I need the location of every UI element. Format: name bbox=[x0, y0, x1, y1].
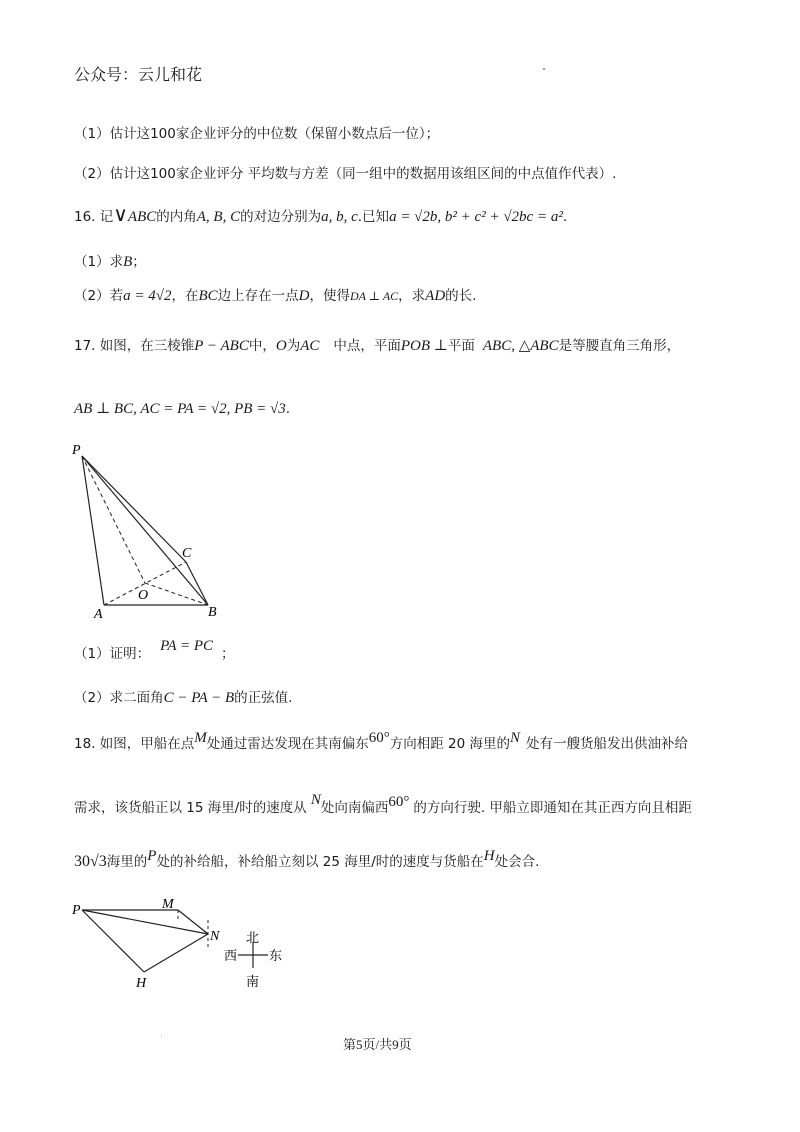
q17-part2-angle: C − PA − B bbox=[163, 690, 235, 706]
q18-l2-text-c: 的方向行驶. 甲船立即通知在其正西方向且相距 bbox=[413, 800, 692, 816]
q16-part2-cond: a = 4√2 bbox=[123, 288, 172, 304]
label-h: H bbox=[136, 976, 147, 991]
q18-l3-text-c: 处会合. bbox=[494, 854, 540, 870]
q16-part1-text: （1）求 bbox=[74, 254, 124, 270]
compass-north: 北 bbox=[246, 931, 260, 946]
line-pn bbox=[82, 910, 208, 934]
compass-west: 西 bbox=[224, 949, 238, 964]
q17-label: 17. 如图，在三棱锥 bbox=[74, 338, 195, 354]
edge-pc bbox=[82, 456, 186, 562]
q17-part2-text: （2）求二面角 bbox=[74, 690, 164, 706]
q16-stem bbox=[74, 202, 567, 227]
q18-deg1: 60° bbox=[368, 730, 390, 746]
q17-part1-text: （1）证明： bbox=[74, 646, 151, 662]
q18-deg2: 60° bbox=[388, 794, 410, 810]
q18-ship-figure bbox=[70, 890, 310, 1000]
q16-condition: a = √2b, b² + c² + √2bc = a² bbox=[389, 209, 563, 225]
q18-l2-text-b: 处向南偏西 bbox=[320, 800, 389, 816]
triangle-symbol: ∨ bbox=[113, 204, 128, 226]
q16-text-b: 的内角 bbox=[156, 209, 197, 225]
q17-part1 bbox=[74, 638, 235, 663]
q17-cond-end: . bbox=[285, 401, 291, 417]
q17-part2-end: 的正弦值. bbox=[234, 690, 293, 706]
q17-text-d: 中点，平面 bbox=[333, 338, 401, 354]
q17-stem bbox=[74, 334, 680, 355]
q16-text-c: 的对边分别为 bbox=[240, 209, 322, 225]
q17-text-f: 是等腰直角三角形， bbox=[558, 338, 681, 354]
q18-distance: 30√3 bbox=[74, 853, 107, 870]
q16-part2-text-b: ，在 bbox=[171, 288, 199, 304]
q18-line3 bbox=[74, 850, 539, 871]
label-c: C bbox=[182, 546, 192, 561]
q17-text-e: 平面 bbox=[447, 338, 475, 354]
q16-part2-d: D bbox=[298, 288, 310, 304]
q18-l2-n: N bbox=[310, 792, 321, 808]
q16-part2-text-a: （2）若 bbox=[74, 288, 124, 304]
q17-condition bbox=[74, 398, 290, 418]
q16-text-e: . bbox=[562, 209, 568, 225]
q17-part1-end: ； bbox=[221, 646, 235, 662]
q18-l2-text-a: 需求，该货船正以 15 海里/时的速度从 bbox=[74, 800, 307, 816]
q16-part2-text-d: ，使得 bbox=[309, 288, 350, 304]
q17-text-c: 为 bbox=[286, 338, 301, 354]
q16-part2-ad: AD bbox=[425, 288, 446, 304]
line-ph bbox=[82, 910, 144, 972]
q17-text-b: 中， bbox=[248, 338, 276, 354]
q16-text-d: .已知 bbox=[357, 209, 390, 225]
q18-l1-text-c: 方向相距 20 海里的 bbox=[389, 736, 511, 752]
q17-pob: POB ⊥ bbox=[400, 338, 448, 354]
line-mn bbox=[178, 910, 208, 934]
q16-part2-text-e: ，求 bbox=[398, 288, 426, 304]
q16-abc: ABC bbox=[127, 209, 157, 225]
q18-h: H bbox=[483, 848, 495, 864]
q15-part1: （1）估计这100家企业评分的中位数（保留小数点后一位）； bbox=[74, 126, 440, 142]
q16-sides: a, b, c bbox=[321, 209, 358, 225]
q16-part2-text-c: 边上存在一点 bbox=[217, 288, 299, 304]
scan-dot bbox=[543, 68, 545, 70]
q18-l3-text-b: 处的补给船，补给船立刻以 25 海里/时的速度与货船在 bbox=[156, 854, 484, 870]
q17-part1-eq: PA = PC bbox=[160, 638, 214, 654]
q17-ac: AC bbox=[300, 338, 320, 354]
q18-line1 bbox=[74, 732, 688, 753]
q16-part1-end: ； bbox=[132, 254, 146, 270]
q18-l1-text-d: 处有一艘货船发出供油补给 bbox=[526, 736, 689, 752]
label-p: P bbox=[72, 903, 81, 918]
q18-m: M bbox=[194, 730, 207, 746]
q17-part2 bbox=[74, 686, 292, 707]
q16-part2-bc: BC bbox=[198, 288, 218, 304]
q17-abc: ABC, △ABC bbox=[482, 338, 559, 354]
label-a: A bbox=[94, 607, 103, 620]
label-m: M bbox=[162, 897, 174, 912]
q17-o: O bbox=[275, 338, 287, 354]
q16-part2 bbox=[74, 284, 476, 305]
label-o: O bbox=[138, 588, 149, 603]
q18-line2 bbox=[74, 792, 692, 817]
wechat-header: 公众号：云儿和花 bbox=[74, 65, 203, 84]
q18-n: N bbox=[510, 730, 521, 746]
q16-part1 bbox=[74, 250, 146, 271]
q16-part2-perp: DA ⊥ AC bbox=[349, 289, 399, 303]
page-number: 第5页/共9页 bbox=[343, 1037, 412, 1052]
q17-pyramid-figure bbox=[70, 440, 230, 620]
q17-cond-math: AB ⊥ BC, AC = PA = √2, PB = √3 bbox=[74, 401, 286, 417]
compass-south: 南 bbox=[246, 975, 260, 990]
q16-part1-var: B bbox=[123, 254, 133, 270]
q18-l1-text-a: 18. 如图，甲船在点 bbox=[74, 736, 195, 752]
q18-p: P bbox=[147, 848, 157, 864]
q16-angles: A, B, C bbox=[196, 209, 241, 225]
scan-dot-2 bbox=[161, 1036, 162, 1037]
label-p: P bbox=[72, 443, 81, 458]
label-n: N bbox=[210, 929, 220, 944]
q17-pyramid: P − ABC bbox=[194, 338, 249, 354]
q15-part2: （2）估计这100家企业评分 平均数与方差（同一组中的数据用该组区间的中点值作代表）. bbox=[74, 166, 617, 182]
compass-east: 东 bbox=[269, 949, 283, 964]
label-b: B bbox=[208, 605, 217, 620]
q16-label: 16. 记 bbox=[74, 209, 114, 225]
q18-l3-text-a: 海里的 bbox=[106, 854, 148, 870]
q18-l1-text-b: 处通过雷达发现在其南偏东 bbox=[206, 736, 369, 752]
line-hn bbox=[144, 934, 208, 972]
q16-part2-text-f: 的长. bbox=[445, 288, 477, 304]
